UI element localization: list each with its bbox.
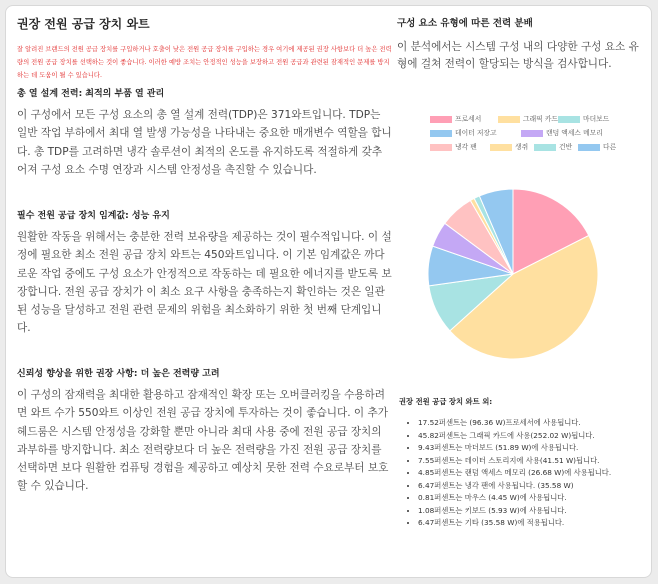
breakdown-item xyxy=(418,505,658,518)
breakdown-percent: 0.81퍼센트는 xyxy=(418,493,465,502)
legend-label: 프로세서 xyxy=(455,115,482,123)
breakdown-watts: 마더보드 (51.89 W) xyxy=(464,443,532,452)
breakdown-percent: 6.47퍼센트는 xyxy=(418,480,465,490)
breakdown-title: 권장 전원 공급 장치 와트 외: xyxy=(399,397,493,406)
legend-label: 마더보드 xyxy=(583,115,610,123)
breakdown-item xyxy=(418,517,658,530)
breakdown-percent: 17.52퍼센트는 xyxy=(418,418,470,427)
breakdown-rest: 프로세서에 사용됩니다. xyxy=(505,418,581,427)
breakdown-rest: 에 적용됩니다. xyxy=(517,518,565,527)
breakdown-rest: 에 사용됩니다. xyxy=(564,468,612,477)
section-body-tdp: 이 구성에서 모든 구성 요소의 총 열 설계 전력(TDP)은 371와트입니다. TDP는 일반 작업 부하에서 최대 열 발생 가능성을 나타내는 중요한 매개변수 역할을 합니다. 총 TDP를 고려하면 냉각 솔루션이 최적의 온도를 유지하도록 적절하게 갖추어져 구성 요소 수명 연장과 시스템 안정성을 촉진할 수 있습니다. xyxy=(17,109,392,176)
legend-label: 그래픽 카드 xyxy=(523,115,558,123)
legend-label: 다른 xyxy=(603,143,617,151)
breakdown-rest: 됩니다. xyxy=(571,430,595,440)
breakdown-item xyxy=(418,480,658,493)
warning-note: 잘 알려진 브랜드의 전원 공급 장치를 구입하거나 호출이 낮은 전원 공급 장치를 구입하는 경우 여기에 제공된 권장 사항보다 더 높은 전력량의 전원 공급 장치를 선택하는 것이 좋습니다. 이러한 예방 조치는 안정적인 성능을 보장하고 전원 공급과 관련된 잠재적인 문제를 방지하는 데 도움이 될 수 있습니다. xyxy=(17,46,392,79)
breakdown-rest: 에 사용됩니다. xyxy=(519,493,567,502)
legend-label: 냉각 팬 xyxy=(455,143,477,151)
breakdown-percent: 45.82퍼센트는 xyxy=(418,430,470,440)
breakdown-watts: 랜덤 액세스 메모리 (26.68 W) xyxy=(464,468,565,477)
content-panel xyxy=(5,5,652,578)
breakdown-percent: 9.43퍼센트는 xyxy=(418,443,465,452)
breakdown-percent: 1.08퍼센트는 xyxy=(418,505,465,515)
breakdown-item xyxy=(418,455,658,468)
breakdown-percent: 7.55퍼센트는 xyxy=(418,455,465,465)
chart-section-intro: 이 분석에서는 시스템 구성 내의 다양한 구성 요소 유형에 걸쳐 전력이 할당되는 방식을 검사합니다. xyxy=(397,41,639,70)
power-distribution-chart xyxy=(418,109,617,389)
legend-label: 건반 xyxy=(559,143,573,151)
breakdown-rest: 됩니다. xyxy=(576,455,600,465)
pie-chart xyxy=(418,109,608,389)
section-body-threshold: 원활한 작동을 위해서는 충분한 전력 보유량을 제공하는 것이 필수적입니다. 이 설정에 필요한 최소 전원 공급 장치 와트는 450와트입니다. 이 기본 임계값은 까다로운 작업 중에도 구성 요소가 안정적으로 작동하는 데 필요한 에너지를 받도록 보장합니다. 전원 공급 장치가 이 최소 요구 사항을 충족하는지 확인하는 것은 일관된 성능을 달성하고 전원 관련 문제의 위험을 최소화하기 위한 첫 번째 단계입니다. xyxy=(17,231,392,335)
breakdown-rest: 에 사용됩니다. xyxy=(531,443,579,452)
breakdown-item xyxy=(418,467,658,480)
breakdown-item xyxy=(418,442,658,455)
breakdown-watts: 그래픽 카드에 사용(252.02 W) xyxy=(469,430,572,440)
breakdown-watts: 마우스 (4.45 W) xyxy=(464,493,520,502)
breakdown-percent: 6.47퍼센트는 xyxy=(418,518,465,527)
section-heading-tdp: 총 열 설계 전력: 최적의 부품 열 관리 xyxy=(17,89,165,99)
page-title: 권장 전원 공급 장치 와트 xyxy=(17,17,150,31)
chart-section-title: 구성 요소 유형에 따른 전력 분배 xyxy=(397,18,533,29)
breakdown-percent: 4.85퍼센트는 xyxy=(418,468,465,477)
breakdown-watts: 키보드 (5.93 W) xyxy=(464,505,520,515)
left-column xyxy=(17,16,392,524)
breakdown-watts: (96.36 W) xyxy=(469,418,506,427)
legend-label: 데이터 저장고 xyxy=(455,129,497,137)
breakdown-rest: 에 사용됩니다. xyxy=(519,505,567,515)
breakdown-watts: 냉각 팬에 사용됩니다. (35.58 W) xyxy=(464,480,574,490)
legend-label: 생쥐 xyxy=(515,143,529,151)
breakdown-watts: 기타 (35.58 W) xyxy=(464,518,518,527)
right-column xyxy=(393,14,643,527)
breakdown-item xyxy=(418,430,658,443)
breakdown-watts: 데이터 스토리지에 사용(41.51 W) xyxy=(464,455,577,465)
breakdown-list xyxy=(399,417,658,530)
section-heading-recommendation: 신뢰성 향상을 위한 권장 사항: 더 높은 전력량 고려 xyxy=(17,369,220,379)
section-heading-threshold: 필수 전원 공급 장치 임계값: 성능 유지 xyxy=(17,211,170,221)
breakdown-item xyxy=(418,417,658,430)
legend-label: 랜덤 액세스 메모리 xyxy=(546,129,603,137)
section-body-recommendation: 이 구성의 잠재력을 최대한 활용하고 잠재적인 확장 또는 오버클러킹을 수용하려면 와트 수가 550와트 이상인 전원 공급 장치에 투자하는 것이 좋습니다. 이 추가 헤드룸은 시스템 안정성을 강화할 뿐만 아니라 최대 사용 중에 전원 공급 장치의 과부하를 방지합니다. 최소 전력량보다 더 높은 전력량을 가진 전원 공급 장치를 선택하면 보다 원활한 컴퓨팅 경험을 제공하고 예상치 못한 전력 수요로부터 보호할 수 있습니다. xyxy=(17,389,389,493)
breakdown-item xyxy=(418,492,658,505)
